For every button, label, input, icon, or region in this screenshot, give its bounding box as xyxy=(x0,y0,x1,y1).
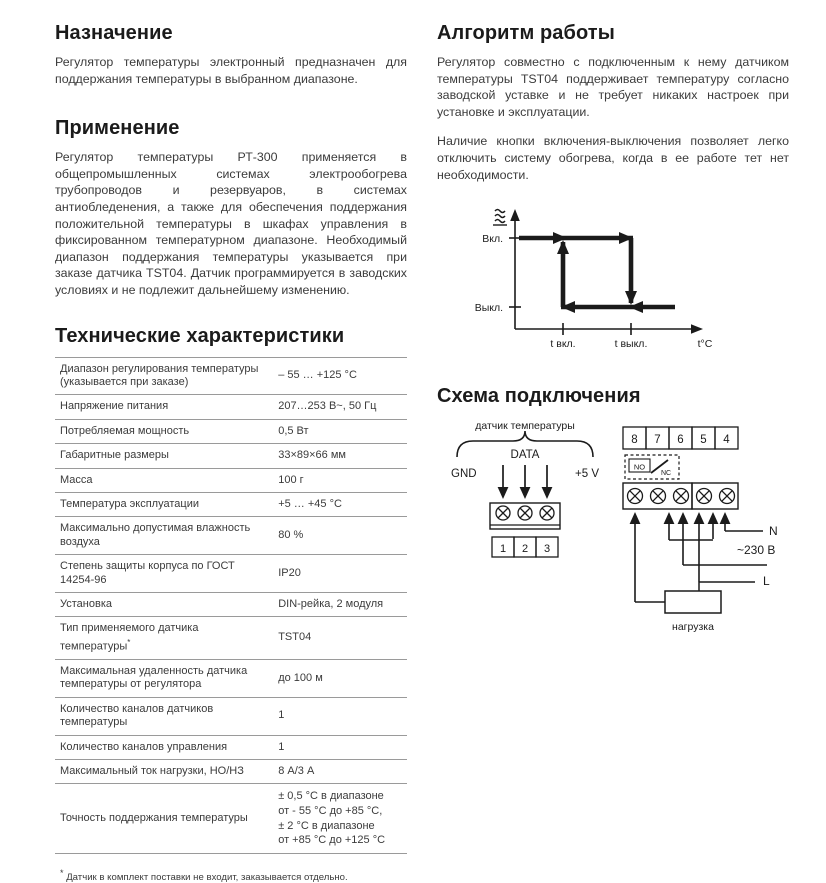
mains-arrows xyxy=(630,512,731,602)
relay-terminal-4: 4 xyxy=(723,434,730,447)
label-off: Выкл. xyxy=(474,302,503,315)
sensor-terminal-3: 3 xyxy=(543,543,551,556)
specs-row-key: Температура эксплуатации xyxy=(60,497,199,510)
mains-voltage-label: ~230 В xyxy=(737,543,776,558)
specs-row xyxy=(55,492,407,516)
hysteresis-loop xyxy=(519,238,675,307)
specs-row xyxy=(55,444,407,468)
y-axis-arrow xyxy=(510,209,520,221)
left-column xyxy=(55,22,407,883)
footnote-text: Датчик в комплект поставки не входит, заказывается отдельно. xyxy=(66,871,348,883)
specs-row-value: 33×89×66 мм xyxy=(278,449,346,462)
sensor-terminal-1: 1 xyxy=(499,543,507,556)
specs-row xyxy=(55,784,407,853)
specs-row-value xyxy=(272,784,407,853)
algorithm-heading: Алгоритм работы xyxy=(437,22,615,44)
label-t-on: t вкл. xyxy=(550,338,576,351)
specs-row-key: Установка xyxy=(60,598,112,610)
specs-value-line: от +85 °C до +125 °C xyxy=(278,834,386,847)
specs-row xyxy=(55,617,407,659)
specs-row xyxy=(55,357,407,395)
specs-row-key: Максимально допустимая влажность воздуха xyxy=(60,522,251,548)
specs-row xyxy=(55,735,407,759)
specs-row-key: Количество каналов датчиков температуры xyxy=(60,702,214,729)
sensor-caption: датчик температуры xyxy=(475,420,575,433)
spacer xyxy=(55,100,407,117)
specs-row-value: 0,5 Вт xyxy=(278,424,309,437)
relay-screw-terminals xyxy=(628,489,735,504)
specs-row-value: 8 А/3 А xyxy=(278,764,315,777)
specs-row xyxy=(55,395,407,419)
label-x-axis: t°C xyxy=(697,338,713,351)
specs-row-key: Потребляемая мощность xyxy=(60,424,190,437)
specs-row-key: Напряжение питания xyxy=(60,400,169,413)
specs-value-line: ± 2 °C в диапазоне xyxy=(278,819,375,832)
mains-n-label: N xyxy=(769,524,778,539)
relay-terminal-strip-right xyxy=(692,483,738,509)
load-resistor xyxy=(665,591,721,613)
specs-row-value: до 100 м xyxy=(278,671,323,684)
footnote-marker: * xyxy=(60,867,64,878)
sensor-terminal-numbers xyxy=(492,537,558,557)
specs-row-key: Габаритные размеры xyxy=(60,449,169,462)
specs-table xyxy=(55,357,407,854)
purpose-heading: Назначение xyxy=(55,22,173,44)
specs-row-value: 80 % xyxy=(278,529,304,542)
specs-key-note: * xyxy=(127,637,131,647)
scheme-heading: Схема подключения xyxy=(437,385,641,408)
specs-row-key: Масса xyxy=(60,473,93,486)
relay-terminal-5: 5 xyxy=(700,434,707,447)
specs-row-key: Степень защиты корпуса по ГОСТ 14254-96 xyxy=(60,560,235,586)
specs-table-body xyxy=(55,357,407,853)
hysteresis-diagram xyxy=(437,201,789,351)
specs-row xyxy=(55,419,407,443)
relay-nc-label: NC xyxy=(660,470,672,478)
sensor-vcc-label: +5 V xyxy=(575,468,599,481)
specs-row xyxy=(55,555,407,593)
right-column xyxy=(437,22,789,647)
specs-row xyxy=(55,659,407,697)
algorithm-paragraph-2: Наличие кнопки включения-выключения позволяет легко отключить систему обогрева, когда в ее работе тет нет необходимости. xyxy=(437,134,789,182)
specs-heading: Технические характеристики xyxy=(55,324,345,347)
specs-value-line: ± 0,5 °C в диапазоне xyxy=(278,790,384,803)
load-label: нагрузка xyxy=(672,621,714,634)
sensor-screw-terminals xyxy=(496,506,554,520)
specs-row-value: DIN-рейка, 2 модуля xyxy=(278,598,384,610)
sensor-terminal-2: 2 xyxy=(521,543,529,556)
specs-row-value: +5 … +45 °C xyxy=(278,497,342,510)
label-on: Вкл. xyxy=(482,233,503,246)
specs-row-value: 207…253 В~, 50 Гц xyxy=(278,400,377,413)
specs-row-value: – 55 … +125 °C xyxy=(278,369,357,382)
label-t-off: t выкл. xyxy=(614,338,648,351)
hysteresis-svg xyxy=(437,201,737,351)
specs-row-value: 100 г xyxy=(278,473,304,486)
application-text: Регулятор температуры РТ-300 применяется в общепромышленных системах электрообогрева трубопроводов и резервуаров, в системах антиобледенения, а также для обеспечения поддержания положительной температуры в шкафах управления в фиксированном температурном диапазоне. Необходимый диапазон поддержания температуры указывается при заказе датчика TST04. Датчик программируется в заводских условиях и не подлежит дальнейшему изменению. xyxy=(55,150,407,297)
sensor-data-label: DATA xyxy=(510,449,540,462)
application-heading: Применение xyxy=(55,117,180,140)
specs-value-line: от - 55 °C до +85 °C, xyxy=(278,804,383,817)
specs-row xyxy=(55,593,407,617)
specs-row-value: 1 xyxy=(278,740,285,753)
specs-row-value: 1 xyxy=(278,709,285,722)
sensor-arrows xyxy=(498,465,553,499)
specs-row xyxy=(55,697,407,735)
wiring-svg xyxy=(437,417,797,647)
specs-row-value: TST04 xyxy=(278,631,312,644)
sensor-gnd-label: GND xyxy=(451,468,477,481)
relay-terminal-6: 6 xyxy=(677,434,684,447)
relay-terminal-7: 7 xyxy=(654,434,661,447)
specs-row-key: Максимальный ток нагрузки, НО/НЗ xyxy=(60,764,244,777)
specs-footnote xyxy=(55,868,407,883)
spacer xyxy=(55,312,407,325)
purpose-text: Регулятор температуры электронный предназначен для поддержания температуры в выбранном диапазоне. xyxy=(55,55,407,86)
x-axis-arrow xyxy=(691,324,703,334)
specs-row-key: Количество каналов управления xyxy=(60,740,228,753)
specs-row xyxy=(55,759,407,783)
algorithm-paragraph-1: Регулятор совместно с подключенным к нему датчиком температуры TST04 поддерживает температуру согласно заводской уставке и не требует никаких настроек при установке и эксплуатации. xyxy=(437,55,789,119)
specs-row-value: IP20 xyxy=(278,566,301,579)
relay-terminal-numbers xyxy=(623,427,738,449)
specs-row-key: Точность поддержания температуры xyxy=(60,811,248,824)
specs-row-key: Максимальная удаленность датчика температуры от регулятора xyxy=(60,664,248,691)
relay-no-label: NO xyxy=(633,462,646,472)
specs-row-key: Диапазон регулирования температуры (указывается при заказе) xyxy=(60,362,259,388)
relay-terminal-8: 8 xyxy=(631,434,638,447)
wiring-diagram xyxy=(437,417,789,647)
relay-contact-symbol xyxy=(625,455,679,479)
specs-row-key: Тип применяемого датчика температуры* xyxy=(60,622,199,653)
specs-row xyxy=(55,517,407,555)
mains-l-label: L xyxy=(763,574,770,589)
specs-row xyxy=(55,468,407,492)
heating-icon xyxy=(493,210,507,226)
